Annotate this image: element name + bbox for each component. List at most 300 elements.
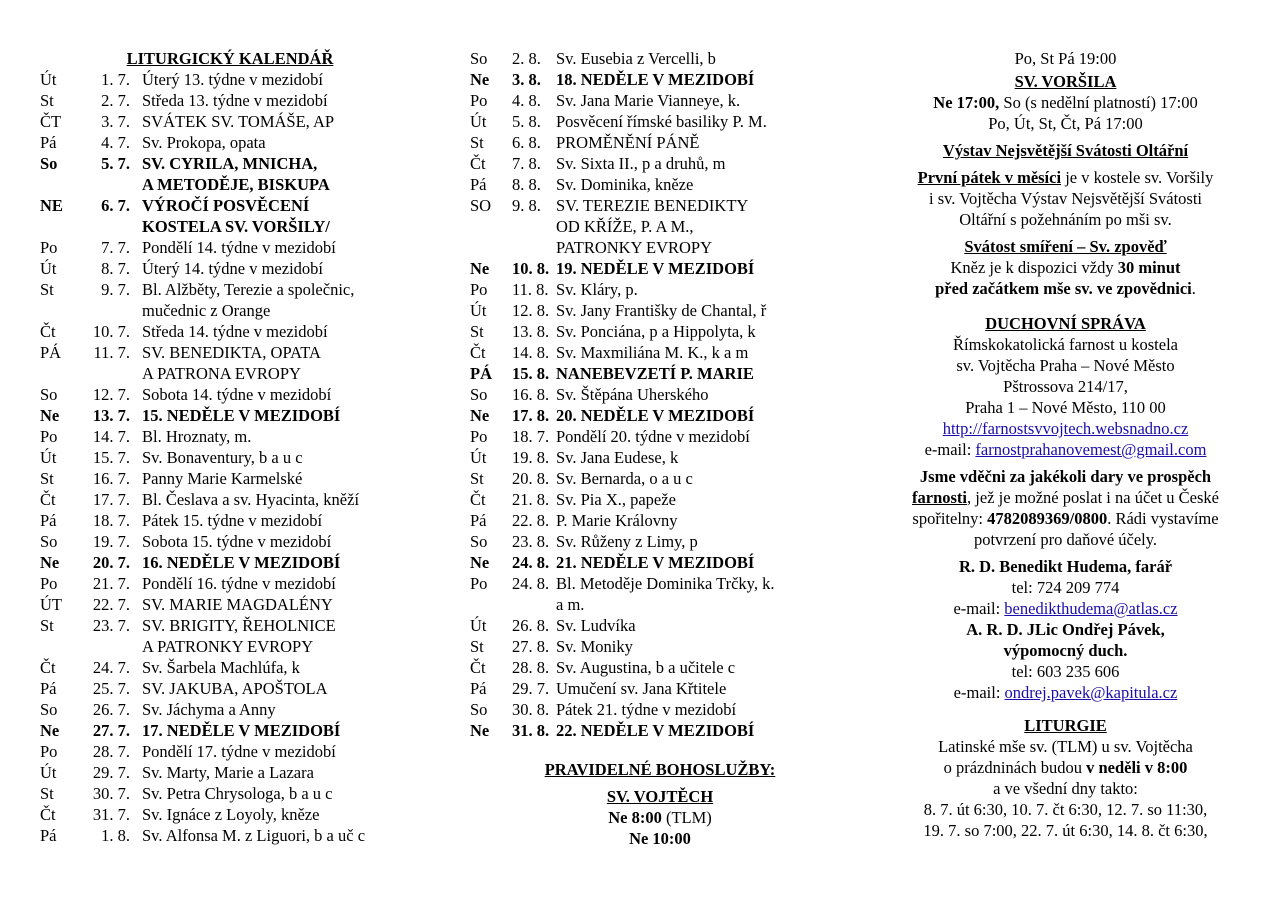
calendar-feast: Pondělí 17. týdne v mezidobí [142, 742, 336, 761]
calendar-row [470, 552, 850, 573]
calendar-row [470, 699, 850, 720]
calendar-day: So [470, 532, 488, 551]
calendar-row [40, 69, 420, 90]
calendar-day: Čt [40, 322, 56, 341]
info-column [888, 48, 1243, 841]
calendar-feast: PATRONKY EVROPY [556, 238, 713, 257]
calendar-feast: SV. BRIGITY, ŘEHOLNICE [142, 616, 336, 635]
calendar-day: Ne [470, 259, 490, 278]
calendar-date: 3. 8. [512, 70, 541, 89]
calendar-day: Út [40, 763, 57, 782]
smireni-minutes: 30 minut [1117, 258, 1181, 277]
calendar-feast: A PATRONA EVROPY [142, 364, 301, 383]
sprava-line-1: Římskokatolická farnost u kostela [953, 335, 1178, 354]
calendar-row [40, 132, 420, 153]
pavek-email-label: e-mail: [953, 683, 1005, 702]
calendar-row [40, 783, 420, 804]
calendar-day: Po [40, 238, 58, 257]
calendar-day: Čt [470, 154, 486, 173]
vystav-line-1 [888, 167, 1243, 188]
calendar-day: NE [40, 196, 63, 215]
calendar-date: 16. 7. [92, 469, 130, 488]
calendar-row [40, 741, 420, 762]
calendar-feast: Panny Marie Karmelské [142, 469, 303, 488]
calendar-day: Čt [470, 658, 486, 677]
calendar-feast: Bl. Alžběty, Terezie a společnic, [142, 280, 355, 299]
calendar-day: Út [470, 448, 487, 467]
calendar-title: LITURGICKÝ KALENDÁŘ [126, 49, 334, 68]
calendar-row [40, 363, 420, 384]
calendar-feast: PROMĚNĚNÍ PÁNĚ [556, 133, 700, 152]
calendar-date: 6. 7. [101, 196, 130, 215]
calendar-feast: VÝROČÍ POSVĚCENÍ [142, 196, 310, 215]
calendar-date: 27. 8. [512, 637, 550, 656]
calendar-date: 3. 7. [101, 112, 130, 131]
calendar-date: 1. 7. [101, 70, 130, 89]
calendar-row [40, 489, 420, 510]
calendar-feast: Pondělí 16. týdne v mezidobí [142, 574, 336, 593]
calendar-feast: Sv. Kláry, p. [556, 280, 638, 299]
calendar-date [512, 216, 556, 237]
calendar-day [40, 363, 84, 384]
calendar-date: 24. 8. [512, 574, 550, 593]
calendar-feast: NANEBEVZETÍ P. MARIE [556, 364, 754, 383]
calendar-row [40, 279, 420, 300]
calendar-date: 8. 7. [101, 259, 130, 278]
calendar-feast: Posvěcení římské basiliky P. M. [556, 112, 767, 131]
liturgie-line-5: 19. 7. so 7:00, 22. 7. út 6:30, 14. 8. čt 6:30, [923, 821, 1208, 840]
calendar-row [40, 825, 420, 846]
calendar-day: Út [470, 112, 487, 131]
calendar-day: St [40, 784, 54, 803]
calendar-day: Po [40, 574, 58, 593]
calendar-date: 31. 8. [512, 721, 550, 740]
calendar-feast: Úterý 14. týdne v mezidobí [142, 259, 324, 278]
calendar-day: St [470, 469, 484, 488]
calendar-date: 4. 8. [512, 91, 541, 110]
calendar-day: Po [40, 427, 58, 446]
smireni-place: před začátkem mše sv. ve zpovědnici [935, 279, 1192, 298]
sprava-title: DUCHOVNÍ SPRÁVA [985, 314, 1146, 333]
calendar-feast: Sv. Jana Eudese, k [556, 448, 679, 467]
calendar-date: 8. 8. [512, 175, 541, 194]
web-line [888, 418, 1243, 439]
vystav-line-2: i sv. Vojtěcha Výstav Nejsvětější Svátosti [929, 189, 1202, 208]
calendar-row [470, 363, 850, 384]
dary-bank: spořitelny: [912, 509, 988, 528]
calendar-feast: Pátek 21. týdne v mezidobí [556, 700, 737, 719]
calendar-date: 13. 7. [92, 406, 130, 425]
calendar-day: St [470, 322, 484, 341]
calendar-row [470, 153, 850, 174]
calendar-day: Pá [40, 826, 57, 845]
vorsila-line-1 [888, 92, 1243, 113]
calendar-day: Čt [470, 490, 486, 509]
calendar-row [40, 384, 420, 405]
calendar-feast: SV. BENEDIKTA, OPATA [142, 343, 321, 362]
calendar-feast: Sv. Maxmiliána M. K., k a m [556, 343, 749, 362]
calendar-date: 5. 7. [101, 154, 130, 173]
calendar-day: Pá [40, 133, 57, 152]
calendar-day: SO [470, 196, 492, 215]
liturgie-line-2 [888, 757, 1243, 778]
vorsila-title: SV. VORŠILA [1014, 72, 1117, 91]
calendar-day: Ne [470, 406, 490, 425]
calendar-date [84, 363, 142, 384]
calendar-date: 1. 8. [101, 826, 130, 845]
calendar-date: 22. 7. [92, 595, 130, 614]
email-line [888, 439, 1243, 460]
vorsila-line-2: Po, Út, St, Čt, Pá 17:00 [988, 114, 1143, 133]
calendar-date: 22. 8. [512, 511, 550, 530]
calendar-date: 19. 7. [92, 532, 130, 551]
calendar-date: 24. 8. [512, 553, 550, 572]
calendar-date: 23. 8. [512, 532, 550, 551]
calendar-feast: SV. TEREZIE BENEDIKTY [556, 196, 749, 215]
calendar-day [40, 636, 84, 657]
calendar-feast: 16. NEDĚLE V MEZIDOBÍ [142, 553, 341, 572]
calendar-date: 28. 7. [92, 742, 130, 761]
calendar-day: St [470, 637, 484, 656]
calendar-feast: Sv. Alfonsa M. z Liguori, b a uč c [142, 826, 366, 845]
calendar-feast: SV. MARIE MAGDALÉNY [142, 595, 333, 614]
calendar-row [40, 258, 420, 279]
vojtech-title: SV. VOJTĚCH [606, 787, 714, 806]
calendar-feast: Sv. Petra Chrysologa, b a u c [142, 784, 333, 803]
calendar-feast: Sv. Bonaventury, b a u c [142, 448, 303, 467]
calendar-feast: SV. CYRILA, MNICHA, [142, 154, 318, 173]
calendar-day: So [470, 385, 488, 404]
calendar-feast: mučednic z Orange [142, 301, 271, 320]
calendar-row [40, 762, 420, 783]
calendar-rows-2 [470, 48, 850, 741]
calendar-row [40, 804, 420, 825]
calendar-day: Po [470, 427, 488, 446]
calendar-row [40, 237, 420, 258]
calendar-day: Ne [40, 721, 60, 740]
calendar-row [470, 384, 850, 405]
calendar-date: 20. 7. [92, 553, 130, 572]
calendar-day: Út [40, 70, 57, 89]
calendar-date: 2. 7. [101, 91, 130, 110]
calendar-row [470, 426, 850, 447]
calendar-date: 11. 7. [93, 343, 130, 362]
calendar-day: Čt [40, 490, 56, 509]
calendar-day: Po [470, 91, 488, 110]
calendar-date: 27. 7. [92, 721, 130, 740]
calendar-feast: 20. NEDĚLE V MEZIDOBÍ [556, 406, 755, 425]
calendar-feast: 15. NEDĚLE V MEZIDOBÍ [142, 406, 341, 425]
calendar-feast: 17. NEDĚLE V MEZIDOBÍ [142, 721, 341, 740]
calendar-row [470, 678, 850, 699]
calendar-date: 7. 8. [512, 154, 541, 173]
vystav-line-3: Oltářní s požehnáním po mši sv. [959, 210, 1172, 229]
calendar-date: 14. 7. [92, 427, 130, 446]
calendar-date: 30. 8. [512, 700, 550, 719]
calendar-feast: Sv. Ignáce z Loyoly, kněze [142, 805, 320, 824]
calendar-row [470, 594, 850, 615]
calendar-feast: SVÁTEK SV. TOMÁŠE, AP [142, 112, 335, 131]
calendar-feast: Sv. Šarbela Machlúfa, k [142, 658, 300, 677]
calendar-row [470, 195, 850, 216]
calendar-date [84, 636, 142, 657]
calendar-row [470, 216, 850, 237]
vorsila-saturday: So (s nedělní platností) 17:00 [999, 93, 1198, 112]
smireni-line-2 [888, 278, 1243, 299]
calendar-date: 13. 8. [512, 322, 550, 341]
calendar-row [40, 699, 420, 720]
calendar-row [40, 405, 420, 426]
dary-text-2: , jež je možné poslat i na účet u České [967, 488, 1219, 507]
sprava-line-4: Praha 1 – Nové Město, 110 00 [965, 398, 1166, 417]
calendar-date: 17. 8. [512, 406, 550, 425]
calendar-feast: P. Marie Královny [556, 511, 678, 530]
website-link[interactable]: http://farnostsvvojtech.websnadno.cz [942, 419, 1189, 438]
calendar-feast: 19. NEDĚLE V MEZIDOBÍ [556, 259, 755, 278]
calendar-date: 18. 7. [512, 427, 550, 446]
calendar-day: ČT [40, 112, 62, 131]
calendar-date: 2. 8. [512, 49, 541, 68]
calendar-row [40, 321, 420, 342]
calendar-date [84, 216, 142, 237]
calendar-date: 6. 8. [512, 133, 541, 152]
calendar-feast: Sv. Sixta II., p a druhů, m [556, 154, 726, 173]
calendar-date: 26. 8. [512, 616, 550, 635]
calendar-day: Pá [470, 679, 487, 698]
calendar-row [40, 153, 420, 174]
calendar-day [40, 300, 84, 321]
calendar-row [40, 111, 420, 132]
calendar-feast: Sv. Prokopa, opata [142, 133, 266, 152]
calendar-row [470, 90, 850, 111]
dary-line-4: potvrzení pro daňové účely. [973, 530, 1158, 549]
calendar-feast: Pondělí 20. týdne v mezidobí [556, 427, 750, 446]
calendar-day: Pá [40, 511, 57, 530]
calendar-feast: Sv. Dominika, kněze [556, 175, 694, 194]
farar-email-label: e-mail: [953, 599, 1005, 618]
calendar-date: 5. 8. [512, 112, 541, 131]
calendar-feast: Sv. Augustina, b a učitele c [556, 658, 736, 677]
calendar-row [470, 405, 850, 426]
parish-email-link[interactable]: farnostprahanovemest@gmail.com [975, 440, 1207, 459]
calendar-row [470, 111, 850, 132]
calendar-day [470, 594, 512, 615]
evening-masses: Po, St Pá 19:00 [1014, 49, 1117, 68]
calendar-day: So [470, 49, 488, 68]
calendar-day: Ne [40, 553, 60, 572]
calendar-row [40, 531, 420, 552]
calendar-date: 12. 8. [512, 301, 550, 320]
calendar-date: 25. 7. [92, 679, 130, 698]
liturgie-title: LITURGIE [1024, 716, 1107, 735]
calendar-row [40, 195, 420, 216]
calendar-date: 18. 7. [92, 511, 130, 530]
calendar-date: 29. 7. [512, 679, 550, 698]
first-friday: První pátek v měsíci [917, 168, 1062, 187]
calendar-feast: KOSTELA SV. VORŠILY/ [142, 217, 330, 236]
calendar-day: Pá [470, 511, 487, 530]
account-number: 4782089369/0800 [987, 509, 1108, 528]
calendar-feast: Sv. Moniky [556, 637, 633, 656]
calendar-date [512, 594, 556, 615]
calendar-row [40, 426, 420, 447]
dary-line-1: Jsme vděčni za jakékoli dary ve prospěch [919, 467, 1212, 486]
farar-email-link[interactable]: benedikthudema@atlas.cz [1004, 599, 1178, 618]
calendar-day: PÁ [40, 343, 62, 362]
calendar-day [40, 174, 84, 195]
calendar-feast: Sv. Marty, Marie a Lazara [142, 763, 314, 782]
calendar-day: Po [470, 280, 488, 299]
calendar-date [512, 237, 556, 258]
calendar-date: 19. 8. [512, 448, 550, 467]
calendar-date: 20. 8. [512, 469, 550, 488]
farar-name: R. D. Benedikt Hudema, farář [958, 557, 1173, 576]
calendar-row [470, 300, 850, 321]
calendar-row [40, 342, 420, 363]
calendar-row [470, 447, 850, 468]
calendar-row [40, 552, 420, 573]
calendar-column-1 [40, 48, 420, 846]
services-title: PRAVIDELNÉ BOHOSLUŽBY: [544, 760, 776, 779]
calendar-date [84, 174, 142, 195]
calendar-feast: Pondělí 14. týdne v mezidobí [142, 238, 336, 257]
calendar-row [470, 489, 850, 510]
calendar-feast: 22. NEDĚLE V MEZIDOBÍ [556, 721, 755, 740]
calendar-day: ÚT [40, 595, 62, 614]
calendar-row [470, 132, 850, 153]
email-label: e-mail: [924, 440, 976, 459]
pavek-email-link[interactable]: ondrej.pavek@kapitula.cz [1004, 683, 1178, 702]
calendar-feast: OD KŘÍŽE, P. A M., [556, 217, 694, 236]
calendar-feast: Sobota 14. týdne v mezidobí [142, 385, 332, 404]
calendar-row [470, 48, 850, 69]
smireni-title: Svátost smíření – Sv. zpověď [964, 237, 1167, 256]
calendar-day: Pá [40, 679, 57, 698]
calendar-day: Po [470, 574, 488, 593]
calendar-feast: Středa 13. týdne v mezidobí [142, 91, 328, 110]
calendar-feast: a m. [556, 595, 585, 614]
calendar-day: St [40, 91, 54, 110]
calendar-row [470, 636, 850, 657]
calendar-row [40, 174, 420, 195]
pavek-email-line [888, 682, 1243, 703]
calendar-feast: Sv. Jana Marie Vianneye, k. [556, 91, 741, 110]
calendar-day: St [40, 280, 54, 299]
calendar-day: So [470, 700, 488, 719]
pavek-name: A. R. D. JLic Ondřej Pávek, [966, 620, 1165, 639]
sprava-line-2: sv. Vojtěcha Praha – Nové Město [956, 356, 1175, 375]
calendar-row [40, 573, 420, 594]
calendar-day: Pá [470, 175, 487, 194]
vorsila-sunday: Ne 17:00, [933, 93, 1000, 112]
calendar-day: PÁ [470, 364, 492, 383]
calendar-row [40, 636, 420, 657]
calendar-row [470, 510, 850, 531]
calendar-feast: Bl. Hroznaty, m. [142, 427, 252, 446]
calendar-day: Čt [40, 805, 56, 824]
calendar-row [40, 510, 420, 531]
calendar-date: 15. 8. [512, 364, 550, 383]
calendar-row [470, 573, 850, 594]
calendar-day: St [470, 133, 484, 152]
calendar-feast: Sv. Jany Františky de Chantal, ř [556, 301, 767, 320]
calendar-date: 26. 7. [92, 700, 130, 719]
smireni-text: Kněz je k dispozici vždy [950, 258, 1118, 277]
calendar-feast: Sv. Jáchyma a Anny [142, 700, 276, 719]
calendar-day: Ne [470, 721, 490, 740]
calendar-day: St [40, 469, 54, 488]
vystav-title: Výstav Nejsvětější Svátosti Oltářní [942, 141, 1189, 160]
calendar-day: Ne [470, 70, 490, 89]
calendar-date: 21. 7. [92, 574, 130, 593]
calendar-row [40, 594, 420, 615]
calendar-day: Ne [40, 406, 60, 425]
calendar-row [470, 615, 850, 636]
calendar-day: Út [470, 616, 487, 635]
sprava-line-3: Pštrossova 214/17, [1003, 377, 1128, 396]
calendar-date: 10. 7. [92, 322, 130, 341]
calendar-date: 9. 8. [512, 196, 541, 215]
vojtech-note-1: (TLM) [661, 808, 712, 827]
calendar-feast: Sv. Ludvíka [556, 616, 636, 635]
calendar-day: Út [40, 259, 57, 278]
vojtech-time-1: Ne 8:00 [608, 808, 662, 827]
calendar-row [40, 678, 420, 699]
calendar-feast: Sv. Štěpána Uherského [556, 385, 709, 404]
calendar-date: 21. 8. [512, 490, 550, 509]
calendar-feast: Sv. Růženy z Limy, p [556, 532, 698, 551]
calendar-day: Út [40, 448, 57, 467]
calendar-day: Čt [470, 343, 486, 362]
calendar-date: 24. 7. [92, 658, 130, 677]
calendar-feast: Umučení sv. Jana Křtitele [556, 679, 727, 698]
dary-text-3: . Rádi vystavíme [1107, 509, 1219, 528]
calendar-row [40, 720, 420, 741]
farar-email-line [888, 598, 1243, 619]
calendar-feast: A PATRONKY EVROPY [142, 637, 314, 656]
calendar-date: 14. 8. [512, 343, 550, 362]
calendar-feast: Sv. Pia X., papeže [556, 490, 676, 509]
dary-farnosti: farnosti [912, 488, 967, 507]
liturgie-text-2: o prázdninách budou [943, 758, 1087, 777]
calendar-row [470, 531, 850, 552]
calendar-row [40, 468, 420, 489]
calendar-row [470, 468, 850, 489]
calendar-feast: Sv. Eusebia z Vercelli, b [556, 49, 716, 68]
calendar-feast: SV. JAKUBA, APOŠTOLA [142, 679, 328, 698]
liturgie-line-1: Latinské mše sv. (TLM) u sv. Vojtěcha [938, 737, 1193, 756]
calendar-date: 16. 8. [512, 385, 550, 404]
calendar-day: St [40, 616, 54, 635]
calendar-feast: Sv. Bernarda, o a u c [556, 469, 693, 488]
calendar-date: 17. 7. [92, 490, 130, 509]
calendar-row [40, 90, 420, 111]
calendar-feast: 18. NEDĚLE V MEZIDOBÍ [556, 70, 755, 89]
smireni-period: . [1191, 279, 1196, 298]
calendar-row [470, 258, 850, 279]
calendar-date: 7. 7. [101, 238, 130, 257]
calendar-day [40, 216, 84, 237]
calendar-day [470, 237, 512, 258]
calendar-row [40, 216, 420, 237]
calendar-row [470, 237, 850, 258]
calendar-day: Po [40, 742, 58, 761]
calendar-date [84, 300, 142, 321]
calendar-feast: Bl. Metoděje Dominika Trčky, k. [556, 574, 775, 593]
calendar-feast: Úterý 13. týdne v mezidobí [142, 70, 324, 89]
calendar-row [470, 720, 850, 741]
calendar-date: 23. 7. [92, 616, 130, 635]
